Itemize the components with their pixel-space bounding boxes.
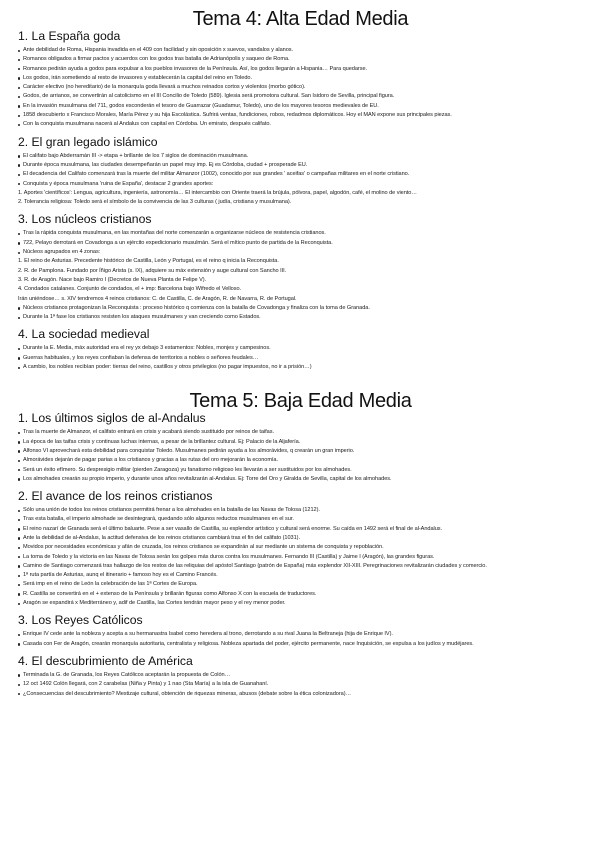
section-list	[18, 671, 583, 699]
bullet-item: Casada con Fer de Aragón, crearán monarquía autoritaria, centralista y religiosa. Nobleza apartada del poder, ejército permanente, nace Inquisición, se expulsa a los judíos y mudéjares.	[18, 640, 583, 649]
bullet-item: Ante la debilidad de al-Andalus, la actitud defensiva de los reinos cristianos cambiará tras el fin del califato (1031).	[18, 534, 583, 543]
bullet-item: Durante la 1ª fase los cristianos resisten los ataques musulmanes y van creciendo como Estados.	[18, 313, 583, 322]
bullet-item: Ante debilidad de Roma, Hispania invadida en el 409 con facilidad y sin oposición x suevos, vandalos y alanos.	[18, 46, 583, 55]
bullet-item: El califato bajo Abderramán III -> etapa + brillante de los 7 siglos de dominación musulmana.	[18, 152, 583, 161]
bullet-item: La época de las taifas crisis y continuas luchas internas, a pesar de la brillantez cultural. Ej: Palacio de la Aljafería.	[18, 438, 583, 447]
list-item: 3. R. de Aragón. Nace bajo Ramiro I (Decretos de Nueva Planta de Felipe V).	[18, 276, 207, 283]
section-list	[18, 229, 583, 322]
bullet-item: 722, Pelayo derrotará en Covadonga a un ejército expedicionario musulmán. Será el mítico punto de partida de la Reconquista.	[18, 239, 583, 248]
bullet-item: 1ª ruta partía de Asturias, aunq el itinerario + famoso hoy es el Camino Francés.	[18, 571, 583, 580]
bullet-item: Núcleos agrupados en 4 zonas:	[18, 248, 583, 257]
bullet-item: La toma de Toledo y la victoria en las Navas de Tolosa serán los golpes más duros contra los musulmanes. Fernando III (Castilla) y Jaime I (Aragón), las grandes figuras.	[18, 553, 583, 562]
section-title: 3. Los núcleos cristianos	[18, 212, 152, 227]
tema4-title: Tema 4: Alta Edad Media	[192, 8, 409, 30]
section-list	[18, 506, 583, 608]
section-title: 3. Los Reyes Católicos	[18, 613, 143, 628]
bullet-item: Movidos por necesidades económicas y afán de cruzada, los reinos cristianos se expandirán al sur mediante un sistema de conquista y repoblación.	[18, 543, 583, 552]
bullet-item: 12 oct 1492 Colón llegará, con 2 carabelas (Niña y Pinta) y 1 nao (Sta María) a la isla de Guanahaní.	[18, 680, 583, 689]
bullet-item: Tras la muerte de Almanzor, el califato entrará en crisis y acabará siendo sustituido por reinos de taifas.	[18, 428, 583, 437]
section-list	[18, 152, 583, 208]
bullet-item: Los godos, irán sometiendo al resto de invasores y establecerán la capital del reino en Toledo.	[18, 74, 583, 83]
section-title: 4. El descubrimiento de América	[18, 653, 193, 668]
bullet-item: Enrique IV cede ante la nobleza y acepta a su hermanastra Isabel como heredera al trono, derrotando a su rival Juana la Beltraneja (hija de Enrique IV).	[18, 630, 583, 639]
bullet-item: Durante época musulmana, las ciudades desempeñarán un papel muy imp. Ej es Córdoba, ciudad + prosperade EU.	[18, 161, 583, 170]
section-list	[18, 46, 583, 130]
list-item: 4. Condados catalanes. Conjunto de condados, el + imp: Barcelona bajo Wifredo el Velloso.	[18, 286, 242, 293]
section-title: 1. La España goda	[18, 29, 121, 43]
section-title: 4. La sociedad medieval	[18, 327, 150, 342]
bullet-item: Godos, de arrianos, se convertirán al catolicismo en el III Concilio de Toledo (589). Iglesia será promotora cultural. San Isidoro de Sevilla, principal figura.	[18, 92, 583, 101]
bullet-item: Romanos pedirán ayuda a godos para expulsar a los pueblos invasores de la Península. Así, los godos llegarán a Hispania… Para quedarse.	[18, 65, 583, 74]
list-item: 2. Tolerancia religiosa: Toledo será el símbolo de la convivencia de las 3 culturas ( judía, cristiana y musulmana).	[18, 199, 292, 206]
bullet-item: Será imp en el reino de León la celebración de las 1ª Cortes de Europa.	[18, 580, 583, 589]
bullet-item: Será un éxito efímero. Su despresigio militar (pierden Zaragoza) yu fanatismo religioso les llevarán a ser sustituidos por los almohades.	[18, 466, 583, 475]
section-list	[18, 630, 583, 649]
bullet-item: El decadencia del Califato comenzará tras la muerte del militar Almanzor (1002), conocido por sus grandes ' aceifas' o campañas militares en el norte cristiano.	[18, 170, 583, 179]
bullet-item: Almorávides dejarán de pagar parias a los cristianos y gracias a las rutas del oro mejorarán la economía.	[18, 456, 583, 465]
bullet-item: Romanos obligados a firmar pactos y acuerdos con los godos tras batalla de Adrianópolis y saqueo de Roma.	[18, 55, 583, 64]
bullet-item: Aragón se expandirá x Mediterráneo y, adif de Castilla, las Cortes tendrán mayor peso y el rey menor poder.	[18, 599, 583, 608]
tema5-title: Tema 5: Baja Edad Media	[189, 390, 412, 413]
bullet-item: R. Castilla se convertirá en el + extenso de la Península y brillarán figuras como Alfonso X con la escuela de traductores.	[18, 590, 583, 599]
bullet-item: ¿Consecuencias del descubrimiento? Mestizaje cultural, obtención de riquezas mineras, abusos (debate sobre la ética colonizadora)…	[18, 690, 583, 699]
bullet-item: Guerras habituales, y los reyes confiaban la defensa de territorios a nobles o señores feudales…	[18, 354, 583, 363]
list-item: 2. R. de Pamplona. Fundado por Íñigo Arista (s. IX), adquiere su máx extensión y auge cultural con Sancho III.	[18, 267, 287, 274]
bullet-item: Terminada la G. de Granada, los Reyes Católicos aceptarán la propuesta de Colón…	[18, 671, 583, 680]
bullet-item: En la invasión musulmana del 711, godos esconderán el tesoro de Guarrazar (Guadamur, Toledo), uno de los mayores tesoros medievales de EU.	[18, 102, 583, 111]
bullet-item: 1858 descubierto x Francisco Morales, María Pérez y su hija Escolástica. Sufrirá ventas, fundiciones, robos, redadmos diplomáticos. Hoy el MAN expone sus principales piezas.	[18, 111, 583, 120]
list-item: Irán uniéndose… s. XIV tendremos 4 reinos cristianos: C. de Castilla, C. de Aragón, R. de Navarra, R. de Portugal.	[18, 295, 297, 302]
tema-4	[18, 8, 583, 372]
bullet-item: Conquista y época musulmana 'ruina de España', destacar 2 grandes aportes:	[18, 180, 583, 189]
bullet-item: Camino de Santiago comenzará tras hallazgo de los restos de las reliquias del apóstol Santiago (patrón de España) más explendor XII-XIII. Peregrinaciones revitalizarán ciudades y comercio.	[18, 562, 583, 571]
bullet-item: Alfonso VI aprovechará esta debilidad para conquistar Toledo. Musulmanes pedirán ayuda a los almorávides, q crearán un gran imperio.	[18, 447, 583, 456]
bullet-item: Durante la E. Media, máx autoridad era el rey yx debajo 3 estamentos: Nobles, monjes y campesinos.	[18, 344, 583, 353]
section-list	[18, 344, 583, 372]
section-title: 1. Los últimos siglos de al-Andalus	[18, 411, 206, 426]
list-item: 1. El reino de Asturias. Precedente histórico de Castilla, León y Portugal, es el reino q inicia la Reconquista.	[18, 258, 279, 265]
section-title: 2. El gran legado islámico	[18, 134, 158, 149]
bullet-item: Carácter electivo (no hereditario) de la monarquía goda llevará a muchos reinados cortos y violentos (morbo gótico).	[18, 83, 583, 92]
tema-5	[18, 390, 583, 699]
section-title: 2. El avance de los reinos cristianos	[18, 489, 213, 504]
list-item: 1. Aportes 'científicos': Lengua, agricultura, ingeniería, astronomía… El intercambio con Oriente traerá la brújula, pólvora, papel, algodón, café, el molino de viento…	[18, 189, 417, 196]
bullet-item: Tras la rápida conquista musulmana, en las montañas del norte comenzarán a organizarse núcleos de resistencia cristianos.	[18, 229, 583, 238]
bullet-item: Sólo una unión de todos los reinos cristianos permitirá frenar a los almohades en la batalla de las Navas de Tolosa (1212).	[18, 506, 583, 515]
bullet-item: El reino nazarí de Granada será el último baluarte. Pese a ser vasallo de Castilla, su esplendor artístico y cultural será enorme. Su caída en 1492 será el final de al-Andalus.	[18, 525, 583, 534]
section-list	[18, 428, 583, 484]
bullet-item: Con la conquista musulmana nacerá al Andalus con capital en Córdoba. Un emirato, después califato.	[18, 120, 583, 129]
bullet-item: Tras esta batalla, el imperio almohade se desintegrará, quedando sólo algunos reductos musulmanes en el sur.	[18, 515, 583, 524]
bullet-item: Los almohades crearán su propio imperio, y durante unos años revitalizarán al-Andalus. Ej: Torre del Oro y Giralda de Sevilla, capital de los almohades.	[18, 475, 583, 484]
bullet-item: A cambio, los nobles recibían poder: tierras del reino, castillos y otros privilegios (no pagar impuestos, no ir a prisión…)	[18, 363, 583, 372]
bullet-item: Núcleos cristianos protagonizan la Reconquista : proceso histórico q comienza con la batalla de Covadonga y finaliza con la toma de Granada.	[18, 304, 583, 313]
